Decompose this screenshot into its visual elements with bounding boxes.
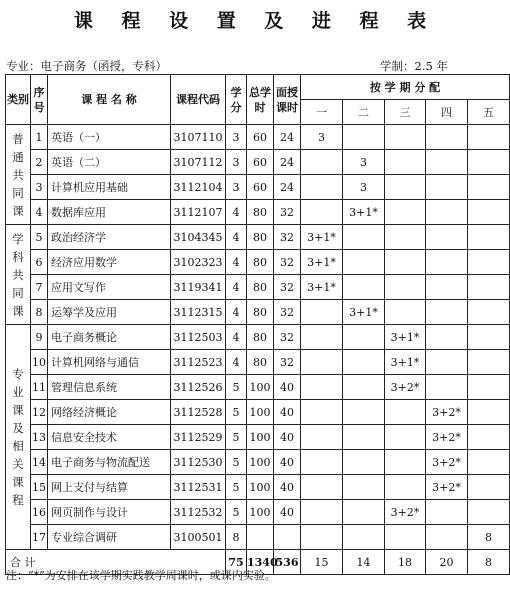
row-semester-4 [426, 525, 468, 550]
row-credits: 5 [226, 500, 247, 525]
row-semester-3 [385, 225, 426, 250]
row-lecture-hours: 32 [274, 350, 301, 375]
row-seq: 4 [31, 200, 48, 225]
row-lecture-hours: 24 [274, 150, 301, 175]
row-semester-4 [426, 500, 468, 525]
row-course-code: 3112529 [171, 425, 226, 450]
row-seq: 2 [31, 150, 48, 175]
row-course-code: 3104345 [171, 225, 226, 250]
footnote: 注：“*”为安排在该学期实践教学周课时，或课内实验。 [6, 569, 276, 582]
category-text: 学科共同课 [12, 231, 24, 318]
row-course-code: 3112532 [171, 500, 226, 525]
row-seq: 14 [31, 450, 48, 475]
row-total-hours: 100 [247, 450, 274, 475]
row-semester-4 [426, 300, 468, 325]
row-lecture-hours: 32 [274, 275, 301, 300]
row-lecture-hours: 24 [274, 125, 301, 150]
row-semester-2: 3 [343, 175, 385, 200]
row-semester-1 [301, 475, 343, 500]
row-credits: 4 [226, 275, 247, 300]
row-semester-4 [426, 275, 468, 300]
total-semester-3: 18 [385, 550, 426, 575]
table-row [6, 425, 510, 450]
category-label [6, 225, 31, 325]
row-semester-5 [468, 450, 510, 475]
table-row [6, 400, 510, 425]
row-total-hours: 100 [247, 475, 274, 500]
row-credits: 4 [226, 325, 247, 350]
row-total-hours: 100 [247, 375, 274, 400]
row-semester-2 [343, 425, 385, 450]
row-seq: 12 [31, 400, 48, 425]
table-row [6, 200, 510, 225]
header-course-name: 课 程 名 称 [48, 75, 171, 125]
row-total-hours: 80 [247, 300, 274, 325]
header-semester-3: 三 [385, 100, 426, 125]
total-label: 合 计 [6, 550, 226, 575]
row-credits: 4 [226, 350, 247, 375]
row-seq: 5 [31, 225, 48, 250]
row-semester-2 [343, 350, 385, 375]
row-course-name: 管理信息系统 [48, 375, 171, 400]
row-lecture-hours: 32 [274, 250, 301, 275]
row-lecture-hours [274, 525, 301, 550]
header-lecture-hours: 面授课时 [274, 75, 301, 125]
row-seq: 9 [31, 325, 48, 350]
row-credits: 4 [226, 250, 247, 275]
row-semester-2 [343, 325, 385, 350]
row-semester-5 [468, 400, 510, 425]
row-semester-4 [426, 250, 468, 275]
row-semester-1 [301, 300, 343, 325]
header-semester-1: 一 [301, 100, 343, 125]
table-row [6, 475, 510, 500]
row-course-code: 3119341 [171, 275, 226, 300]
row-semester-1 [301, 400, 343, 425]
header-course-code: 课程代码 [171, 75, 226, 125]
row-total-hours: 80 [247, 350, 274, 375]
row-total-hours: 60 [247, 125, 274, 150]
table-row [6, 350, 510, 375]
row-credits: 3 [226, 125, 247, 150]
row-course-code: 3112526 [171, 375, 226, 400]
row-semester-5 [468, 300, 510, 325]
row-semester-2: 3 [343, 150, 385, 175]
row-semester-3 [385, 400, 426, 425]
row-lecture-hours: 32 [274, 300, 301, 325]
row-semester-4 [426, 175, 468, 200]
row-seq: 16 [31, 500, 48, 525]
row-lecture-hours: 40 [274, 425, 301, 450]
row-semester-3 [385, 175, 426, 200]
row-semester-3: 3+1* [385, 350, 426, 375]
row-semester-3 [385, 525, 426, 550]
row-semester-3 [385, 475, 426, 500]
total-lecture: 536 [274, 550, 301, 575]
row-total-hours: 80 [247, 250, 274, 275]
row-course-code: 3112104 [171, 175, 226, 200]
row-semester-1 [301, 500, 343, 525]
row-lecture-hours: 40 [274, 450, 301, 475]
row-semester-4: 3+2* [426, 450, 468, 475]
row-lecture-hours: 32 [274, 325, 301, 350]
header-credits: 学分 [226, 75, 247, 125]
row-credits: 5 [226, 400, 247, 425]
row-seq: 10 [31, 350, 48, 375]
table-row [6, 250, 510, 275]
table-row [6, 225, 510, 250]
row-semester-1: 3+1* [301, 225, 343, 250]
row-semester-4 [426, 200, 468, 225]
row-semester-5 [468, 350, 510, 375]
table-row [6, 175, 510, 200]
category-label [6, 325, 31, 550]
row-total-hours: 100 [247, 400, 274, 425]
row-total-hours: 60 [247, 150, 274, 175]
row-lecture-hours: 40 [274, 500, 301, 525]
row-semester-5 [468, 325, 510, 350]
row-credits: 3 [226, 175, 247, 200]
row-semester-4 [426, 225, 468, 250]
table-row [6, 525, 510, 550]
table-row [6, 275, 510, 300]
row-semester-3: 3+1* [385, 325, 426, 350]
row-semester-4 [426, 150, 468, 175]
row-total-hours: 80 [247, 325, 274, 350]
row-course-code: 3112523 [171, 350, 226, 375]
header-semester-2: 二 [343, 100, 385, 125]
row-semester-4: 3+2* [426, 475, 468, 500]
row-course-name: 经济应用数学 [48, 250, 171, 275]
row-semester-2: 3+1* [343, 200, 385, 225]
row-course-code: 3100501 [171, 525, 226, 550]
row-seq: 1 [31, 125, 48, 150]
row-lecture-hours: 40 [274, 400, 301, 425]
table-row [6, 125, 510, 150]
row-semester-3: 3+2* [385, 500, 426, 525]
page-title: 课 程 设 置 及 进 程 表 [73, 10, 438, 32]
row-semester-1 [301, 200, 343, 225]
row-semester-3 [385, 300, 426, 325]
row-course-name: 数据库应用 [48, 200, 171, 225]
row-course-code: 3112107 [171, 200, 226, 225]
row-course-code: 3112530 [171, 450, 226, 475]
row-course-code: 3107112 [171, 150, 226, 175]
row-credits: 4 [226, 300, 247, 325]
header-category: 类别 [6, 75, 31, 125]
row-total-hours: 80 [247, 225, 274, 250]
row-semester-1: 3 [301, 125, 343, 150]
row-course-code: 3112528 [171, 400, 226, 425]
row-semester-5 [468, 500, 510, 525]
table-row [6, 150, 510, 175]
row-semester-5 [468, 150, 510, 175]
row-seq: 13 [31, 425, 48, 450]
row-course-name: 网页制作与设计 [48, 500, 171, 525]
row-course-name: 应用文写作 [48, 275, 171, 300]
row-semester-1 [301, 350, 343, 375]
row-semester-1 [301, 175, 343, 200]
row-course-code: 3102323 [171, 250, 226, 275]
row-semester-5 [468, 125, 510, 150]
table-row [6, 325, 510, 350]
row-course-name: 网上支付与结算 [48, 475, 171, 500]
table-row [6, 450, 510, 475]
row-lecture-hours: 32 [274, 225, 301, 250]
row-semester-4: 3+2* [426, 425, 468, 450]
row-course-name: 计算机应用基础 [48, 175, 171, 200]
row-semester-2 [343, 450, 385, 475]
row-seq: 17 [31, 525, 48, 550]
row-semester-1 [301, 325, 343, 350]
total-semester-1: 15 [301, 550, 343, 575]
row-credits: 5 [226, 375, 247, 400]
row-course-code: 3107110 [171, 125, 226, 150]
row-seq: 6 [31, 250, 48, 275]
row-total-hours: 60 [247, 175, 274, 200]
total-semester-5: 8 [468, 550, 510, 575]
row-credits: 4 [226, 225, 247, 250]
row-semester-4 [426, 350, 468, 375]
row-semester-1: 3+1* [301, 275, 343, 300]
table-row [6, 300, 510, 325]
row-credits: 4 [226, 200, 247, 225]
row-semester-2 [343, 375, 385, 400]
row-semester-3 [385, 425, 426, 450]
row-semester-2 [343, 475, 385, 500]
row-semester-5 [468, 200, 510, 225]
row-semester-2 [343, 250, 385, 275]
row-semester-2 [343, 125, 385, 150]
total-semester-4: 20 [426, 550, 468, 575]
row-course-name: 运筹学及应用 [48, 300, 171, 325]
row-semester-2 [343, 225, 385, 250]
total-credits: 75 [226, 550, 247, 575]
row-credits: 3 [226, 150, 247, 175]
row-semester-3 [385, 450, 426, 475]
row-course-name: 政治经济学 [48, 225, 171, 250]
row-semester-1 [301, 425, 343, 450]
row-course-name: 电子商务与物流配送 [48, 450, 171, 475]
row-semester-4: 3+2* [426, 400, 468, 425]
row-semester-5: 8 [468, 525, 510, 550]
row-semester-2 [343, 525, 385, 550]
row-credits: 8 [226, 525, 247, 550]
category-text: 普通共同课 [12, 131, 24, 218]
row-lecture-hours: 40 [274, 375, 301, 400]
duration-label: 学制：2.5 年 [380, 59, 448, 73]
category-text: 专业课及相关课程 [12, 367, 24, 507]
row-lecture-hours: 24 [274, 175, 301, 200]
row-semester-5 [468, 250, 510, 275]
row-semester-3 [385, 275, 426, 300]
row-seq: 11 [31, 375, 48, 400]
row-semester-5 [468, 375, 510, 400]
row-semester-2 [343, 275, 385, 300]
row-semester-4 [426, 325, 468, 350]
row-course-name: 信息安全技术 [48, 425, 171, 450]
total-semester-2: 14 [343, 550, 385, 575]
row-lecture-hours: 32 [274, 200, 301, 225]
row-total-hours: 100 [247, 425, 274, 450]
row-seq: 15 [31, 475, 48, 500]
row-credits: 5 [226, 425, 247, 450]
row-semester-4 [426, 125, 468, 150]
row-semester-3 [385, 150, 426, 175]
row-course-code: 3112503 [171, 325, 226, 350]
category-label [6, 125, 31, 225]
row-course-name: 计算机网络与通信 [48, 350, 171, 375]
row-total-hours: 80 [247, 275, 274, 300]
row-total-hours: 80 [247, 200, 274, 225]
row-seq: 8 [31, 300, 48, 325]
row-semester-2: 3+1* [343, 300, 385, 325]
row-semester-1 [301, 450, 343, 475]
row-semester-3 [385, 125, 426, 150]
row-total-hours [247, 525, 274, 550]
row-semester-1: 3+1* [301, 250, 343, 275]
header-semester-5: 五 [468, 100, 510, 125]
row-credits: 5 [226, 450, 247, 475]
row-course-code: 3112315 [171, 300, 226, 325]
header-semester-4: 四 [426, 100, 468, 125]
header-semester-group: 按 学 期 分 配 [301, 75, 510, 100]
row-course-name: 网络经济概论 [48, 400, 171, 425]
course-schedule-table [5, 74, 510, 575]
header-seq: 序号 [31, 75, 48, 125]
row-semester-5 [468, 425, 510, 450]
row-course-name: 英语（一） [48, 125, 171, 150]
table-row [6, 375, 510, 400]
row-seq: 7 [31, 275, 48, 300]
row-semester-5 [468, 275, 510, 300]
row-total-hours: 100 [247, 500, 274, 525]
total-hours: 1340 [247, 550, 274, 575]
row-semester-3: 3+2* [385, 375, 426, 400]
row-course-code: 3112531 [171, 475, 226, 500]
row-semester-2 [343, 400, 385, 425]
row-semester-4 [426, 375, 468, 400]
row-semester-1 [301, 150, 343, 175]
row-credits: 5 [226, 475, 247, 500]
row-lecture-hours: 40 [274, 475, 301, 500]
row-semester-1 [301, 375, 343, 400]
row-semester-1 [301, 525, 343, 550]
row-course-name: 电子商务概论 [48, 325, 171, 350]
row-course-name: 英语（二） [48, 150, 171, 175]
row-semester-5 [468, 475, 510, 500]
row-semester-3 [385, 250, 426, 275]
header-total-hours: 总学时 [247, 75, 274, 125]
row-semester-5 [468, 175, 510, 200]
row-semester-3 [385, 200, 426, 225]
major-label: 专业：电子商务（函授，专科） [6, 59, 167, 73]
row-course-name: 专业综合调研 [48, 525, 171, 550]
table-row [6, 500, 510, 525]
row-semester-2 [343, 500, 385, 525]
row-semester-5 [468, 225, 510, 250]
row-seq: 3 [31, 175, 48, 200]
